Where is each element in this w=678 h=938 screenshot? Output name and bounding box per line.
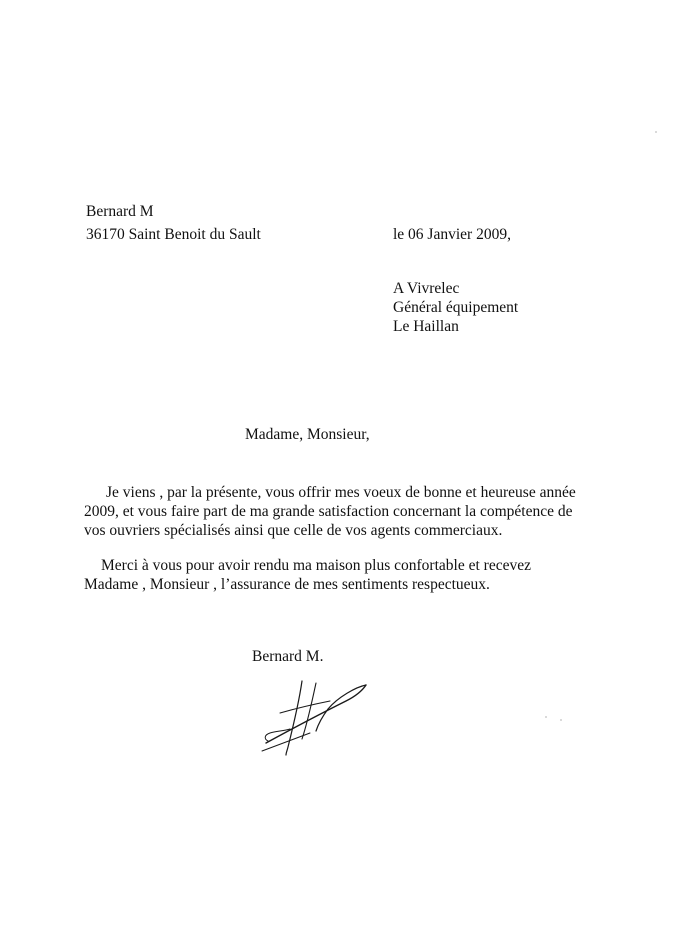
closing-name: Bernard M. xyxy=(252,648,324,665)
scan-speck xyxy=(655,131,657,133)
handwritten-signature xyxy=(258,675,370,757)
recipient-line-2: Général équipement xyxy=(393,299,519,316)
body-paragraph-1-line-3: vos ouvriers spécialisés ainsi que celle de vos agents commerciaux. xyxy=(84,522,503,539)
body-paragraph-1 xyxy=(84,483,594,540)
letter-date: le 06 Janvier 2009, xyxy=(393,226,511,243)
recipient-line-1: A Vivrelec xyxy=(393,280,460,297)
sender-address: 36170 Saint Benoit du Sault xyxy=(86,226,261,243)
sender-name: Bernard M xyxy=(86,203,154,220)
scan-speck xyxy=(560,719,562,721)
body-paragraph-1-line-2: 2009, et vous faire part de ma grande satisfaction concernant la compétence de xyxy=(84,503,573,520)
body-paragraph-2 xyxy=(84,556,594,594)
scan-speck xyxy=(545,716,547,718)
body-paragraph-2-line-2: Madame , Monsieur , l’assurance de mes sentiments respectueux. xyxy=(84,576,490,593)
salutation: Madame, Monsieur, xyxy=(245,426,370,443)
body-paragraph-1-line-1: Je viens , par la présente, vous offrir mes voeux de bonne et heureuse année xyxy=(106,484,576,501)
recipient-line-3: Le Haillan xyxy=(393,318,459,335)
body-paragraph-2-line-1: Merci à vous pour avoir rendu ma maison plus confortable et recevez xyxy=(101,557,531,574)
